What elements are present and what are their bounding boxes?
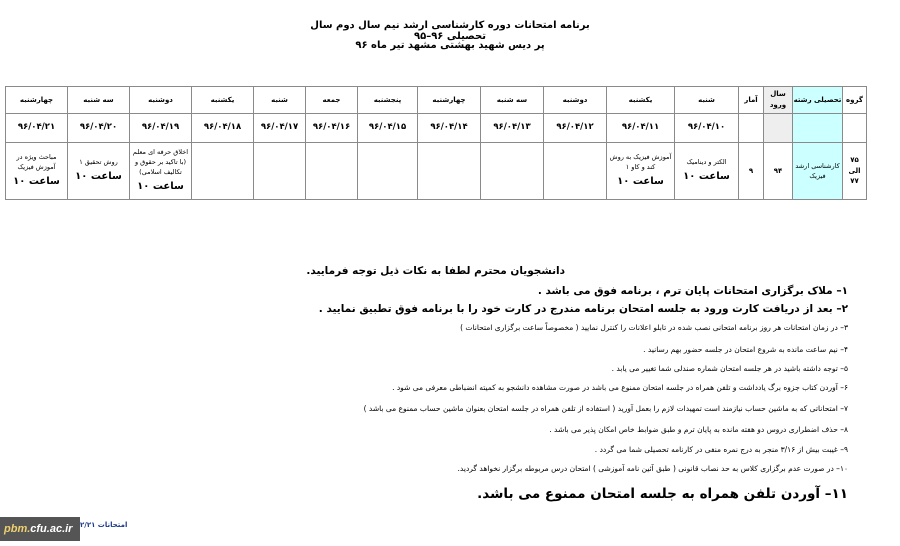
empty-cell	[739, 114, 764, 143]
notes-heading: دانشجویان محترم لطفا به نکات ذیل توجه فرمایید.	[306, 265, 565, 277]
exam-time: ساعت ۱۰	[137, 181, 184, 193]
header-day: شنبه	[675, 87, 739, 114]
empty-cell	[793, 114, 843, 143]
page-title: برنامه امتحانات دوره کارشناسی ارشد نیم سال دوم سال تحصیلی ۹۶–۹۵	[310, 20, 590, 42]
date-cell: ۹۶/۰۴/۱۵	[358, 114, 418, 143]
exam-cell	[544, 143, 607, 200]
course-name: آموزش فیزیک به روش کند و کاو ۱	[609, 153, 672, 172]
header-day: چهارشنبه	[418, 87, 481, 114]
exam-cell	[192, 143, 254, 200]
note-item: ۶– آوردن کتاب جزوه برگ یادداشت و تلفن همراه در جلسه امتحان ممنوع می باشد در صورت مشاهده دانشجو به کمیته انضباطی معرفی می شود .	[392, 383, 848, 392]
exam-cell	[130, 143, 192, 200]
exam-cell	[481, 143, 544, 200]
field-cell: کارشناسی ارشد فیزیک	[793, 143, 843, 200]
date-cell: ۹۶/۰۴/۱۰	[675, 114, 739, 143]
count-cell: ۹	[739, 143, 764, 200]
exam-cell	[68, 143, 130, 200]
exam-cell	[358, 143, 418, 200]
date-row	[6, 114, 867, 143]
header-day: پنجشنبه	[358, 87, 418, 114]
header-day: سه شنبه	[68, 87, 130, 114]
page-subtitle: پر دیس شهید بهشتی مشهد تیر ماه ۹۶	[355, 40, 545, 51]
date-cell: ۹۶/۰۴/۱۸	[192, 114, 254, 143]
header-field: تحصیلی رشته	[793, 87, 843, 114]
note-item: ۹– غیبت بیش از ۳/۱۶ منجر به درج نمره منفی در کارنامه تحصیلی شما می گردد .	[594, 445, 848, 454]
table-row	[6, 143, 867, 200]
course-name: مباحث ویژه در آموزش فیزیک	[16, 153, 57, 172]
exam-cell	[254, 143, 306, 200]
note-item: ۸– حذف اضطراری دروس دو هفته مانده به پایان ترم و طبق ضوابط خاص امکان پذیر می باشد .	[549, 425, 848, 434]
group-cell: ۷۵ الی ۷۷	[843, 143, 867, 200]
date-cell: ۹۶/۰۴/۱۱	[607, 114, 675, 143]
header-day: سه شنبه	[481, 87, 544, 114]
course-name: اخلاق حرفه ای معلم (با تاکید بر حقوق و تکالیف اسلامی)	[132, 148, 189, 177]
note-item: ۱– ملاک برگزاری امتحانات پایان ترم ، برنامه فوق می باشد .	[537, 285, 848, 297]
note-item: ۳– در زمان امتحانات هر روز برنامه امتحانی نصب شده در تابلو اعلانات را کنترل نمایید ( مخصوصاً ساعت برگزاری امتحانات )	[460, 323, 848, 332]
exam-cell	[6, 143, 68, 200]
date-cell: ۹۶/۰۴/۱۳	[481, 114, 544, 143]
note-item: ۵– توجه داشته باشید در هر جلسه امتحان شماره صندلی شما تغییر می یابد .	[611, 364, 848, 373]
exam-time: ساعت ۱۰	[683, 171, 730, 183]
header-entry-year: سال ورود	[764, 87, 793, 114]
note-item: ۴– نیم ساعت مانده به شروع امتحان در جلسه حضور بهم رسانید .	[643, 345, 848, 354]
header-row	[6, 87, 867, 114]
exam-time: ساعت ۱۰	[617, 176, 664, 188]
note-item: ۱۰– در صورت عدم برگزاری کلاس به حد نصاب قانونی ( طبق آئین نامه آموزشی ) امتحان درس مربوطه برگزار نخواهد گردید.	[457, 464, 848, 473]
note-item: ۱۱– آوردن تلفن همراه به جلسه امتحان ممنوع می باشد.	[477, 486, 848, 502]
site-prefix: pbm.	[4, 523, 31, 535]
footer-caption: امتحانات ۲/۲۱	[80, 521, 128, 529]
date-cell: ۹۶/۰۴/۱۶	[306, 114, 358, 143]
date-cell: ۹۶/۰۴/۱۹	[130, 114, 192, 143]
empty-cell	[843, 114, 867, 143]
header-day: دوشنبه	[544, 87, 607, 114]
site-watermark	[0, 517, 80, 541]
date-cell: ۹۶/۰۴/۱۷	[254, 114, 306, 143]
course-name: روش تحقیق ۱	[79, 158, 118, 167]
date-cell: ۹۶/۰۴/۱۴	[418, 114, 481, 143]
header-day: دوشنبه	[130, 87, 192, 114]
exam-time: ساعت ۱۰	[75, 171, 122, 183]
header-day: شنبه	[254, 87, 306, 114]
header-count: آمار	[739, 87, 764, 114]
exam-cell	[607, 143, 675, 200]
header-day: یکشنبه	[607, 87, 675, 114]
date-cell: ۹۶/۰۴/۱۲	[544, 114, 607, 143]
header-day: جمعه	[306, 87, 358, 114]
exam-time: ساعت ۱۰	[13, 176, 60, 188]
exam-schedule-table	[5, 86, 867, 200]
note-item: ۷– امتحاناتی که به ماشین حساب نیازمند است تمهیدات لازم را بعمل آورید ( استفاده از تلفن همراه در جلسه امتحان بعنوان ماشین حساب ممنوع می باشد )	[363, 404, 848, 413]
header-day: یکشنبه	[192, 87, 254, 114]
exam-cell	[418, 143, 481, 200]
empty-cell	[764, 114, 793, 143]
exam-cell	[675, 143, 739, 200]
header-group: گروه	[843, 87, 867, 114]
site-domain: cfu.ac.ir	[30, 523, 73, 535]
date-cell: ۹۶/۰۴/۲۱	[6, 114, 68, 143]
exam-cell	[306, 143, 358, 200]
header-day: چهارشنبه	[6, 87, 68, 114]
date-cell: ۹۶/۰۴/۲۰	[68, 114, 130, 143]
note-item: ۲– بعد از دریافت کارت ورود به جلسه امتحان برنامه مندرج در کارت خود را با برنامه فوق تطبیق نمایید .	[318, 303, 848, 315]
entry-year-cell: ۹۴	[764, 143, 793, 200]
course-name: الکتر و دینامیک	[686, 158, 727, 167]
